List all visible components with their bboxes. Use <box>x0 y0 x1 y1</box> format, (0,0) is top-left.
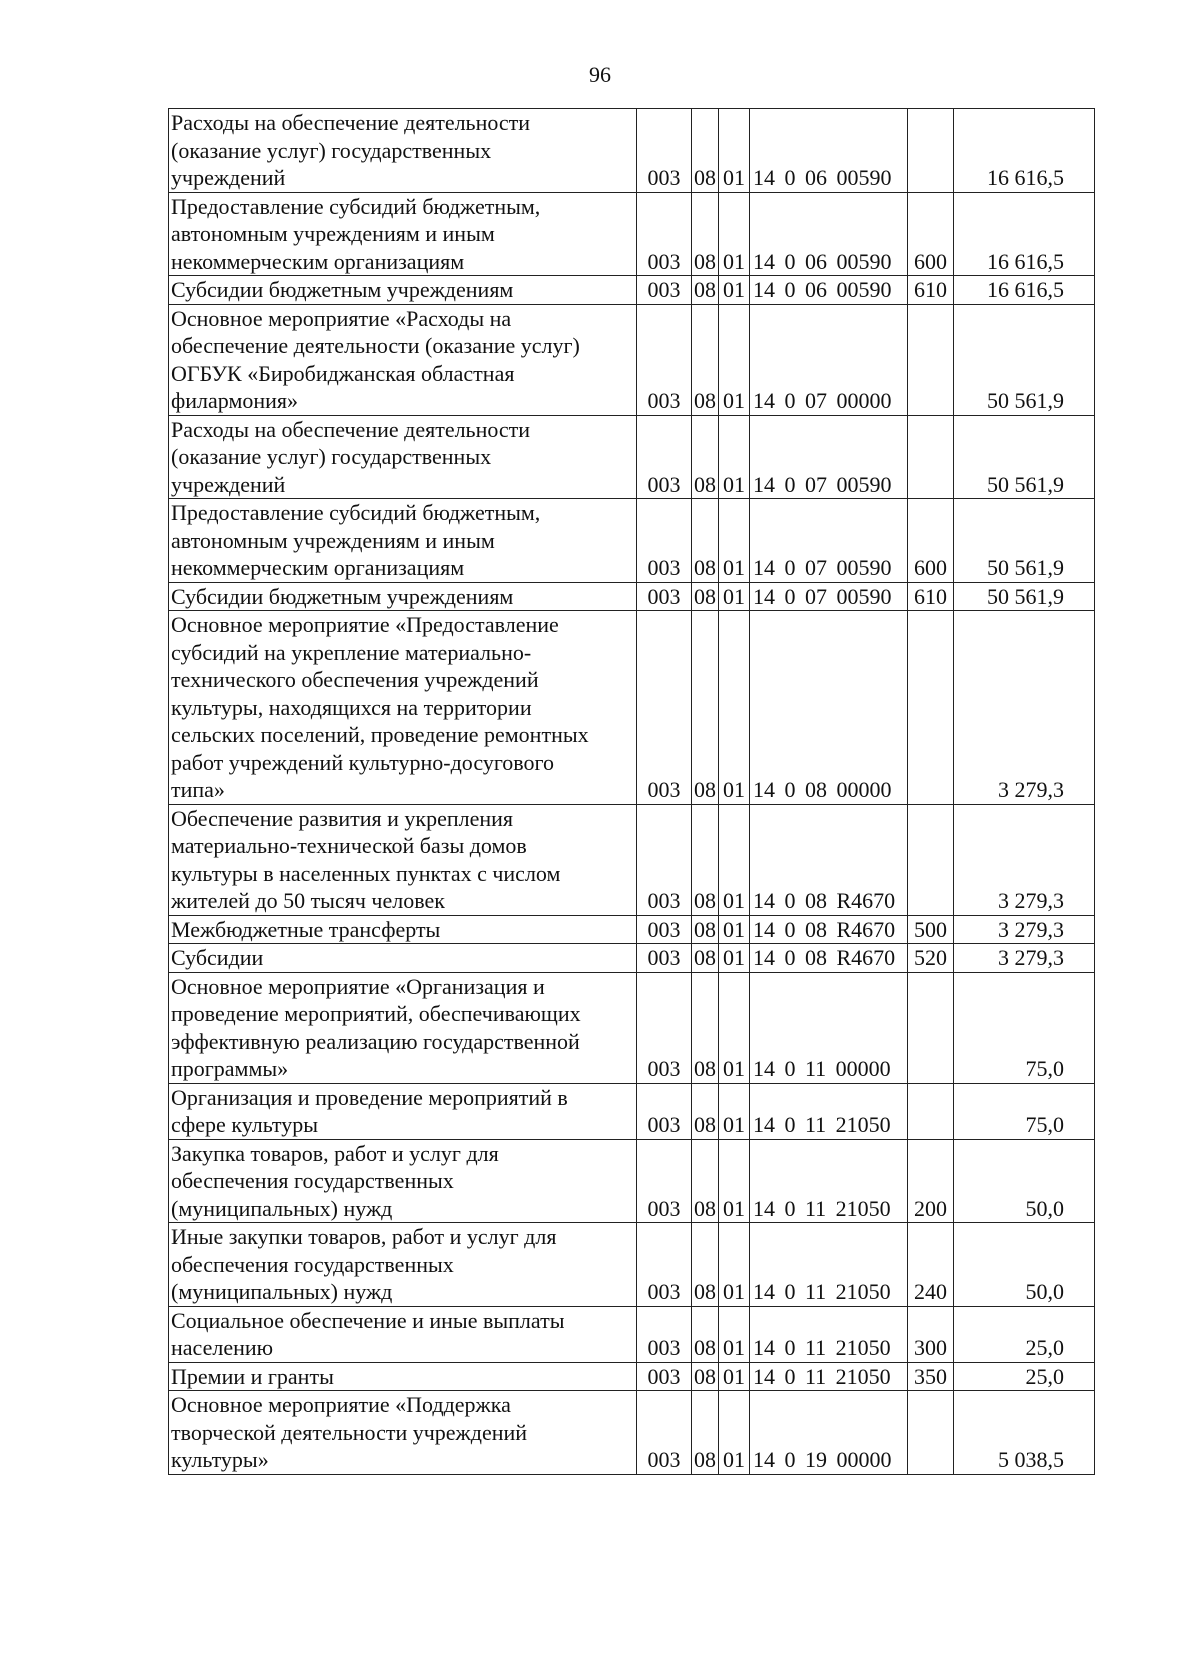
amount-cell: 5 038,5 <box>954 1391 1095 1475</box>
expense-name-cell: Субсидии <box>169 944 637 973</box>
expense-type-cell: 200 <box>908 1139 954 1223</box>
expense-name-cell: Расходы на обеспечение деятельности (оказание услуг) государственных учреждений <box>169 415 637 499</box>
expense-name-cell: Межбюджетные трансферты <box>169 915 637 944</box>
expense-name-cell: Расходы на обеспечение деятельности (оказание услуг) государственных учреждений <box>169 109 637 193</box>
amount-cell: 75,0 <box>954 1083 1095 1139</box>
ministry-code-cell: 003 <box>637 972 692 1083</box>
subsection-code-cell: 01 <box>719 582 750 611</box>
ministry-code-cell: 003 <box>637 804 692 915</box>
table-row <box>169 1306 1095 1362</box>
section-code-cell: 08 <box>692 582 719 611</box>
ministry-code-cell: 003 <box>637 1362 692 1391</box>
table-row <box>169 1139 1095 1223</box>
section-code-cell: 08 <box>692 915 719 944</box>
target-article-cell: 14 0 06 00590 <box>750 109 908 193</box>
amount-cell: 50,0 <box>954 1223 1095 1307</box>
subsection-code-cell: 01 <box>719 1362 750 1391</box>
target-article-cell: 14 0 07 00590 <box>750 582 908 611</box>
expense-name-cell: Организация и проведение мероприятий в сфере культуры <box>169 1083 637 1139</box>
subsection-code-cell: 01 <box>719 1083 750 1139</box>
table-row <box>169 915 1095 944</box>
table-body <box>169 109 1095 1475</box>
target-article-cell: 14 0 11 21050 <box>750 1306 908 1362</box>
target-article-cell: 14 0 06 00590 <box>750 192 908 276</box>
ministry-code-cell: 003 <box>637 276 692 305</box>
expense-type-cell <box>908 611 954 805</box>
amount-cell: 3 279,3 <box>954 944 1095 973</box>
expense-name-cell: Основное мероприятие «Расходы на обеспечение деятельности (оказание услуг) ОГБУК «Биробиджанская областная филармония» <box>169 304 637 415</box>
expense-name-cell: Премии и гранты <box>169 1362 637 1391</box>
amount-cell: 16 616,5 <box>954 192 1095 276</box>
section-code-cell: 08 <box>692 192 719 276</box>
subsection-code-cell: 01 <box>719 192 750 276</box>
expense-type-cell <box>908 415 954 499</box>
ministry-code-cell: 003 <box>637 1223 692 1307</box>
amount-cell: 3 279,3 <box>954 611 1095 805</box>
expense-type-cell: 300 <box>908 1306 954 1362</box>
subsection-code-cell: 01 <box>719 1139 750 1223</box>
amount-cell: 16 616,5 <box>954 276 1095 305</box>
target-article-cell: 14 0 08 R4670 <box>750 915 908 944</box>
target-article-cell: 14 0 07 00590 <box>750 499 908 583</box>
section-code-cell: 08 <box>692 1223 719 1307</box>
amount-cell: 50 561,9 <box>954 304 1095 415</box>
section-code-cell: 08 <box>692 972 719 1083</box>
expense-name-cell: Предоставление субсидий бюджетным, автономным учреждениям и иным некоммерческим организациям <box>169 499 637 583</box>
section-code-cell: 08 <box>692 1362 719 1391</box>
section-code-cell: 08 <box>692 1083 719 1139</box>
section-code-cell: 08 <box>692 611 719 805</box>
subsection-code-cell: 01 <box>719 499 750 583</box>
target-article-cell: 14 0 11 21050 <box>750 1362 908 1391</box>
ministry-code-cell: 003 <box>637 1139 692 1223</box>
target-article-cell: 14 0 08 R4670 <box>750 944 908 973</box>
subsection-code-cell: 01 <box>719 304 750 415</box>
subsection-code-cell: 01 <box>719 1391 750 1475</box>
table-row <box>169 276 1095 305</box>
expense-name-cell: Социальное обеспечение и иные выплаты населению <box>169 1306 637 1362</box>
table-row <box>169 499 1095 583</box>
ministry-code-cell: 003 <box>637 611 692 805</box>
table-row <box>169 109 1095 193</box>
target-article-cell: 14 0 07 00000 <box>750 304 908 415</box>
ministry-code-cell: 003 <box>637 1391 692 1475</box>
section-code-cell: 08 <box>692 304 719 415</box>
subsection-code-cell: 01 <box>719 1223 750 1307</box>
subsection-code-cell: 01 <box>719 944 750 973</box>
expense-name-cell: Основное мероприятие «Организация и проведение мероприятий, обеспечивающих эффективную реализацию государственной программы» <box>169 972 637 1083</box>
section-code-cell: 08 <box>692 1391 719 1475</box>
expense-type-cell <box>908 972 954 1083</box>
target-article-cell: 14 0 19 00000 <box>750 1391 908 1475</box>
section-code-cell: 08 <box>692 276 719 305</box>
amount-cell: 50 561,9 <box>954 415 1095 499</box>
target-article-cell: 14 0 11 00000 <box>750 972 908 1083</box>
ministry-code-cell: 003 <box>637 582 692 611</box>
budget-table <box>168 108 1095 1475</box>
table-row <box>169 304 1095 415</box>
expense-type-cell <box>908 109 954 193</box>
page-number: 96 <box>589 62 611 87</box>
ministry-code-cell: 003 <box>637 192 692 276</box>
target-article-cell: 14 0 06 00590 <box>750 276 908 305</box>
table-row <box>169 192 1095 276</box>
amount-cell: 25,0 <box>954 1306 1095 1362</box>
expense-type-cell: 600 <box>908 499 954 583</box>
expense-type-cell: 520 <box>908 944 954 973</box>
expense-name-cell: Субсидии бюджетным учреждениям <box>169 276 637 305</box>
subsection-code-cell: 01 <box>719 276 750 305</box>
expense-name-cell: Основное мероприятие «Поддержка творческой деятельности учреждений культуры» <box>169 1391 637 1475</box>
ministry-code-cell: 003 <box>637 1083 692 1139</box>
subsection-code-cell: 01 <box>719 915 750 944</box>
subsection-code-cell: 01 <box>719 972 750 1083</box>
expense-type-cell <box>908 1391 954 1475</box>
expense-type-cell <box>908 804 954 915</box>
section-code-cell: 08 <box>692 1139 719 1223</box>
ministry-code-cell: 003 <box>637 915 692 944</box>
amount-cell: 3 279,3 <box>954 915 1095 944</box>
expense-type-cell: 350 <box>908 1362 954 1391</box>
section-code-cell: 08 <box>692 415 719 499</box>
expense-name-cell: Закупка товаров, работ и услуг для обеспечения государственных (муниципальных) нужд <box>169 1139 637 1223</box>
section-code-cell: 08 <box>692 1306 719 1362</box>
amount-cell: 75,0 <box>954 972 1095 1083</box>
expense-type-cell: 610 <box>908 276 954 305</box>
expense-type-cell <box>908 1083 954 1139</box>
amount-cell: 50 561,9 <box>954 499 1095 583</box>
expense-name-cell: Субсидии бюджетным учреждениям <box>169 582 637 611</box>
amount-cell: 50,0 <box>954 1139 1095 1223</box>
expense-type-cell <box>908 304 954 415</box>
subsection-code-cell: 01 <box>719 1306 750 1362</box>
table-row <box>169 582 1095 611</box>
section-code-cell: 08 <box>692 109 719 193</box>
amount-cell: 3 279,3 <box>954 804 1095 915</box>
target-article-cell: 14 0 08 00000 <box>750 611 908 805</box>
subsection-code-cell: 01 <box>719 109 750 193</box>
expense-name-cell: Иные закупки товаров, работ и услуг для обеспечения государственных (муниципальных) нужд <box>169 1223 637 1307</box>
table-row <box>169 1223 1095 1307</box>
target-article-cell: 14 0 08 R4670 <box>750 804 908 915</box>
table-row <box>169 804 1095 915</box>
table-row <box>169 1391 1095 1475</box>
expense-type-cell: 600 <box>908 192 954 276</box>
table-row <box>169 1083 1095 1139</box>
table-row <box>169 415 1095 499</box>
subsection-code-cell: 01 <box>719 415 750 499</box>
expense-name-cell: Предоставление субсидий бюджетным, автономным учреждениям и иным некоммерческим организациям <box>169 192 637 276</box>
table-row <box>169 1362 1095 1391</box>
expense-name-cell: Обеспечение развития и укрепления материально-технической базы домов культуры в населенных пунктах с числом жителей до 50 тысяч человек <box>169 804 637 915</box>
table-row <box>169 944 1095 973</box>
table-row <box>169 611 1095 805</box>
section-code-cell: 08 <box>692 804 719 915</box>
table-row <box>169 972 1095 1083</box>
ministry-code-cell: 003 <box>637 1306 692 1362</box>
section-code-cell: 08 <box>692 944 719 973</box>
target-article-cell: 14 0 11 21050 <box>750 1083 908 1139</box>
expense-type-cell: 240 <box>908 1223 954 1307</box>
amount-cell: 16 616,5 <box>954 109 1095 193</box>
subsection-code-cell: 01 <box>719 804 750 915</box>
expense-name-cell: Основное мероприятие «Предоставление субсидий на укрепление материально- технического обеспечения учреждений культуры, находящихся на территории сельских поселений, проведение ремонтных работ учреждений культурно-досугового типа» <box>169 611 637 805</box>
ministry-code-cell: 003 <box>637 304 692 415</box>
ministry-code-cell: 003 <box>637 499 692 583</box>
amount-cell: 25,0 <box>954 1362 1095 1391</box>
target-article-cell: 14 0 11 21050 <box>750 1223 908 1307</box>
target-article-cell: 14 0 07 00590 <box>750 415 908 499</box>
ministry-code-cell: 003 <box>637 109 692 193</box>
section-code-cell: 08 <box>692 499 719 583</box>
ministry-code-cell: 003 <box>637 944 692 973</box>
subsection-code-cell: 01 <box>719 611 750 805</box>
amount-cell: 50 561,9 <box>954 582 1095 611</box>
ministry-code-cell: 003 <box>637 415 692 499</box>
expense-type-cell: 610 <box>908 582 954 611</box>
target-article-cell: 14 0 11 21050 <box>750 1139 908 1223</box>
expense-type-cell: 500 <box>908 915 954 944</box>
